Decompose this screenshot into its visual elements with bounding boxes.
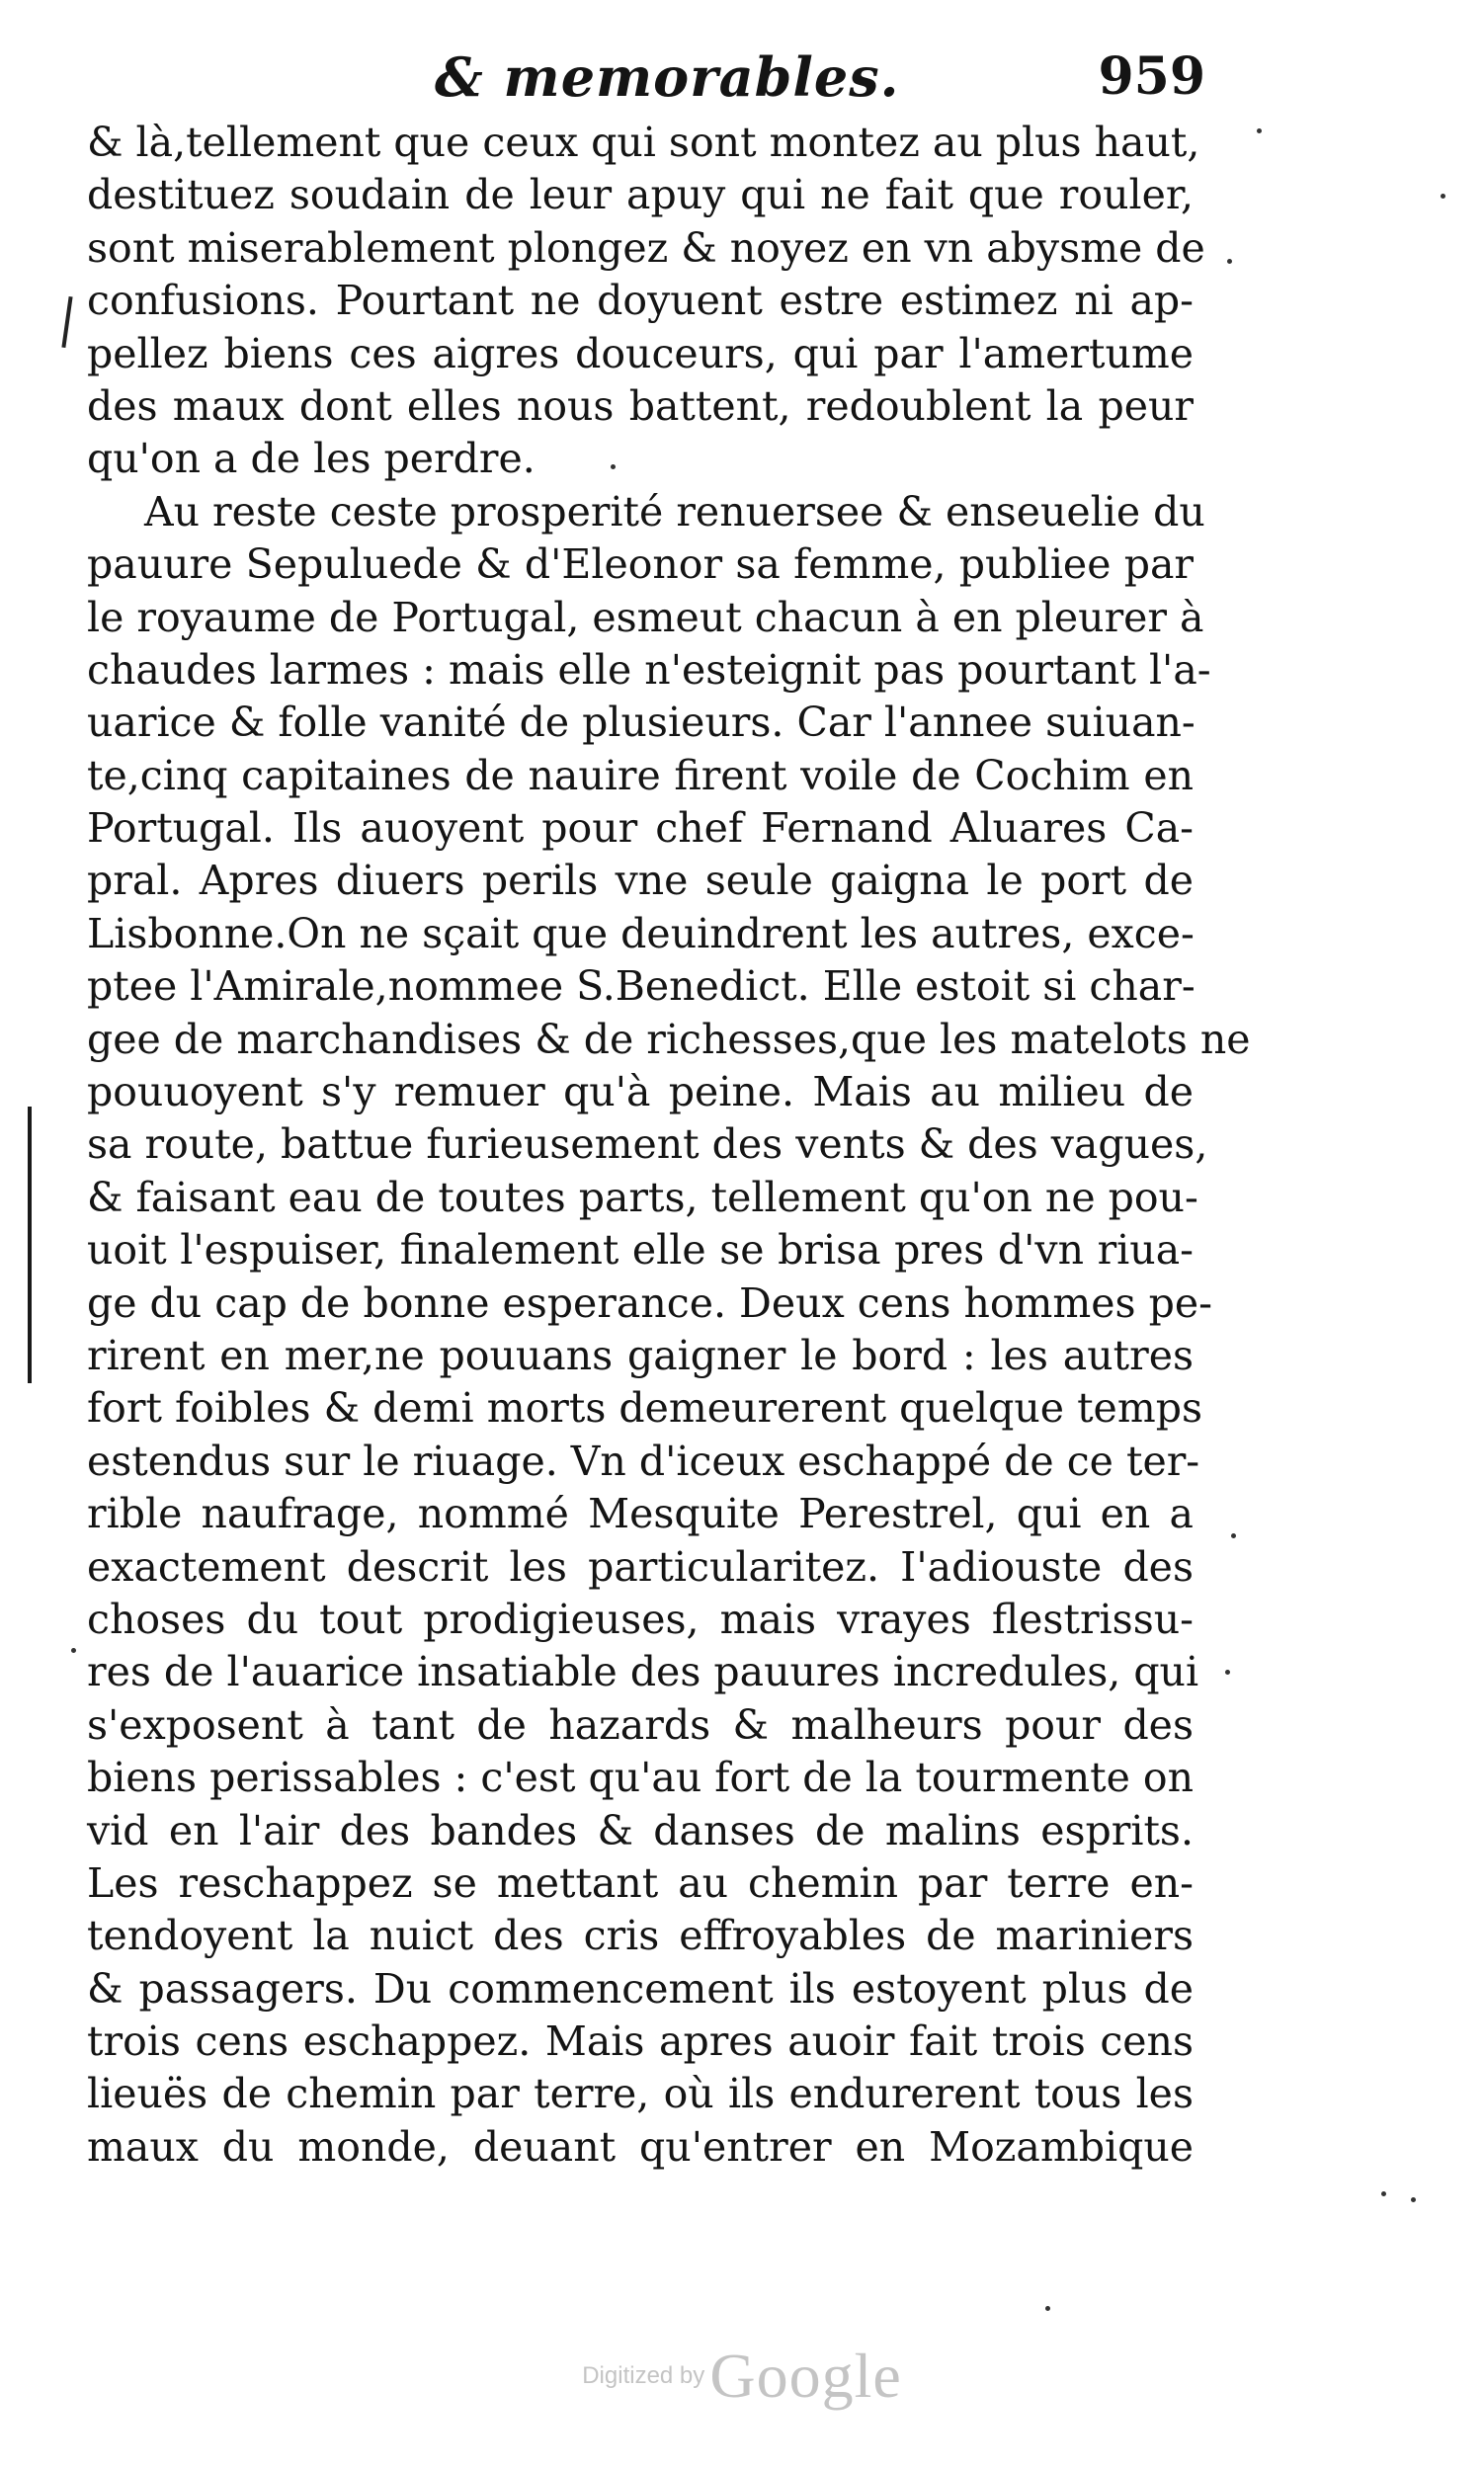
text-line: & passagers. Du commencement ils estoyent plus de: [87, 1964, 1194, 2013]
ink-speck: [1231, 1533, 1236, 1538]
text-line: qu'on a de les perdre.: [87, 435, 536, 483]
text-line: confusions. Pourtant ne doyuent estre estimez ni ap-: [87, 277, 1194, 325]
text-line: uarice & folle vanité de plusieurs. Car l'annee suiuan-: [87, 699, 1195, 747]
watermark-prefix: Digitized by: [582, 2362, 705, 2389]
text-line: lieuës de chemin par terre, où ils endurerent tous les: [87, 2070, 1194, 2118]
text-line: exactement descrit les particularitez. I'adiouste des: [87, 1542, 1194, 1591]
text-line: chaudes larmes : mais elle n'esteignit pas pourtant l'a-: [87, 645, 1211, 694]
text-line: s'exposent à tant de hazards & malheurs pour des: [87, 1700, 1194, 1749]
text-line: choses du tout prodigieuses, mais vrayes flestrissu-: [87, 1595, 1194, 1643]
text-line: Lisbonne.On ne sçait que deuindrent les autres, exce-: [87, 909, 1195, 957]
digitization-watermark: [0, 2340, 1484, 2413]
text-line: pouuoyent s'y remuer qu'à peine. Mais au milieu de: [87, 1068, 1194, 1116]
text-line: te,cinq capitaines de nauire firent voile de Cochim en: [87, 751, 1194, 799]
text-line: gee de marchandises & de richesses,que les matelots ne: [87, 1015, 1251, 1063]
running-head: [395, 38, 1205, 117]
text-line: rirent en mer,ne pouuans gaigner le bord : les autres: [87, 1331, 1194, 1379]
text-line: & faisant eau de toutes parts, tellement qu'on ne pou-: [87, 1173, 1198, 1221]
ink-speck: [1441, 194, 1445, 199]
ink-speck: [1381, 2191, 1386, 2196]
text-line: des maux dont elles nous battent, redoublent la peur: [87, 381, 1194, 430]
margin-tick-mark: [61, 296, 72, 348]
ink-speck: [1227, 259, 1232, 264]
text-line: destituez soudain de leur apuy qui ne fait que rouler,: [87, 171, 1194, 219]
text-line: trois cens eschappez. Mais apres auoir fait trois cens: [87, 2017, 1194, 2066]
text-line: pellez biens ces aigres douceurs, qui par l'amertume: [87, 329, 1194, 377]
ink-speck: [1225, 1670, 1230, 1675]
ink-speck: [71, 1648, 76, 1653]
text-line: Les reschappez se mettant au chemin par terre en-: [87, 1858, 1194, 1907]
text-line: Portugal. Ils auoyent pour chef Fernand Aluares Ca-: [87, 804, 1194, 853]
ink-speck: [1411, 2197, 1416, 2202]
ink-speck: [1257, 128, 1262, 133]
text-line: Au reste ceste prosperité renuersee & enseuelie du: [144, 487, 1205, 535]
text-line: pral. Apres diuers perils vne seule gaigna le port de: [87, 857, 1194, 905]
text-line: maux du monde, deuant qu'entrer en Mozambique: [87, 2122, 1194, 2171]
ink-speck: [1045, 2306, 1050, 2311]
text-line: fort foibles & demi morts demeurerent quelque temps: [87, 1384, 1202, 1433]
text-line: le royaume de Portugal, esmeut chacun à en pleurer à: [87, 593, 1204, 641]
text-line: ge du cap de bonne esperance. Deux cens hommes pe-: [87, 1278, 1212, 1327]
text-line: pauure Sepuluede & d'Eleonor sa femme, publiee par: [87, 540, 1194, 589]
text-line: tendoyent la nuict des cris effroyables de mariniers: [87, 1912, 1194, 1960]
body-text: [87, 117, 1251, 2174]
text-line: sont miserablement plongez & noyez en vn abysme de: [87, 223, 1205, 272]
text-line: biens perissables : c'est qu'au fort de la tourmente on: [87, 1754, 1194, 1802]
text-line: vid en l'air des bandes & danses de malins esprits.: [87, 1806, 1194, 1854]
text-line: estendus sur le riuage. Vn d'iceux eschappé de ce ter-: [87, 1437, 1200, 1485]
text-line: sa route, battue furieusement des vents & des vagues,: [87, 1120, 1208, 1169]
watermark-logo: Google: [709, 2341, 902, 2411]
text-line: rible naufrage, nommé Mesquite Perestrel, qui en a: [87, 1490, 1194, 1538]
text-line: & là,tellement que ceux qui sont montez au plus haut,: [87, 119, 1200, 166]
text-line: uoit l'espuiser, finalement elle se brisa pres d'vn riua-: [87, 1226, 1194, 1275]
running-title: & memorables.: [435, 45, 900, 109]
page-number: 959: [1098, 46, 1205, 107]
text-line: res de l'auarice insatiable des pauures incredules, qui: [87, 1648, 1199, 1696]
margin-rule-mark: [28, 1107, 32, 1383]
text-line: ptee l'Amirale,nommee S.Benedict. Elle estoit si char-: [87, 962, 1195, 1011]
